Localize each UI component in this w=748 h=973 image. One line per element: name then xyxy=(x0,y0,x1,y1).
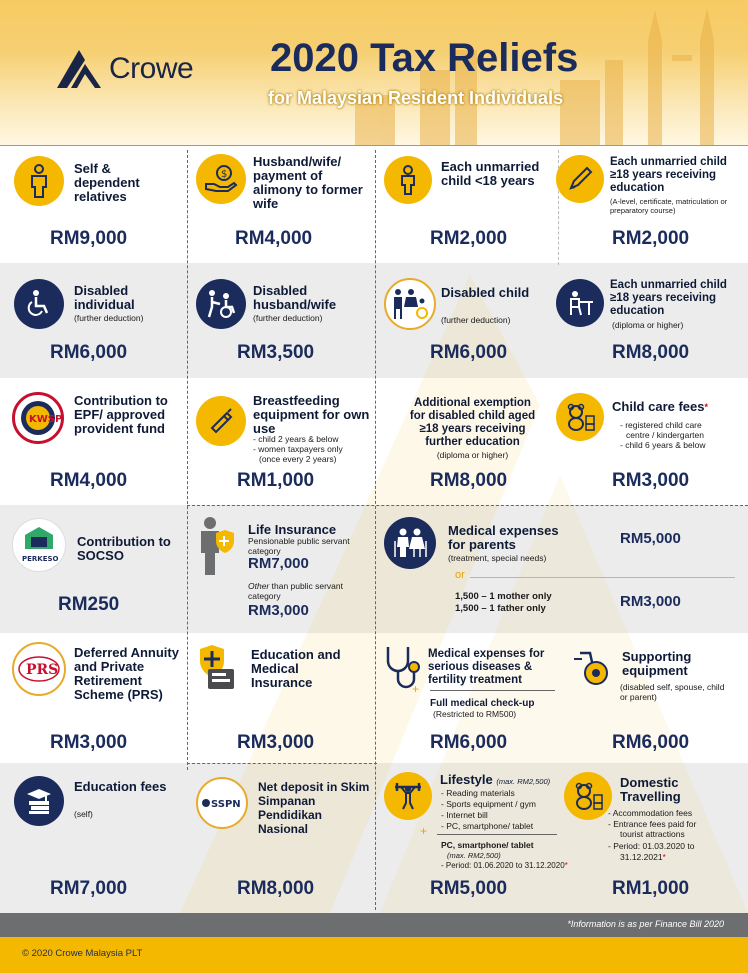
r3c2-bullet-2: - women taxpayers only xyxy=(253,444,343,454)
r5c3-sub: Full medical check-up xyxy=(430,698,535,709)
r5c4-note: (disabled self, spouse, child or parent) xyxy=(620,682,725,702)
prs-logo xyxy=(12,642,66,696)
r1c4-title: Each unmarried child ≥18 years receiving education xyxy=(610,156,727,194)
r4c3-amount-1: RM5,000 xyxy=(620,530,681,547)
r3c2-bullet-1: - child 2 years & below xyxy=(253,434,339,444)
medical-shield-icon xyxy=(196,645,240,691)
family-wheelchair-icon xyxy=(384,278,436,330)
r4c3-or: or xyxy=(455,569,465,581)
r1c3-title: Each unmarried child <18 years xyxy=(441,159,540,188)
r5c3-note: (Restricted to RM500) xyxy=(433,709,517,719)
walker-wheelchair-icon xyxy=(574,645,614,687)
r1c4-amount: RM2,000 xyxy=(612,228,690,249)
r6c4-bullet-2: - Entrance fees paid for xyxy=(608,819,697,829)
baby-bottle-icon xyxy=(196,396,246,446)
r3c4-bullet-3: - child 6 years & below xyxy=(620,440,706,450)
r4c2-amount-1: RM7,000 xyxy=(248,555,309,572)
r3c2-bullet-3: (once every 2 years) xyxy=(259,454,337,464)
r2c1-amount: RM6,000 xyxy=(50,342,128,363)
footer-note: *Information is as per Finance Bill 2020 xyxy=(567,919,724,929)
r1c1-title: Self & dependent relatives xyxy=(74,161,140,204)
r6c3-bullet-1: - Reading materials xyxy=(441,788,515,798)
r6c3-period: - Period: 01.06.2020 to 31.12.2020* xyxy=(441,861,568,870)
r2c3-title: Disabled child xyxy=(441,285,530,300)
r6c2-title: Net deposit in Skim Simpanan Pendidikan Nasional xyxy=(258,780,370,836)
r5c4-title: Supporting equipment xyxy=(622,649,692,678)
sspn-logo xyxy=(196,777,248,829)
crowe-brand-text: Crowe xyxy=(109,52,194,85)
r3c1-amount: RM4,000 xyxy=(50,470,128,491)
r4c2-note-1: Pensionable public servant category xyxy=(248,536,350,556)
r6c4-bullet-3: tourist attractions xyxy=(620,829,685,839)
crowe-logo xyxy=(55,48,193,90)
r3c2-amount: RM1,000 xyxy=(237,470,315,491)
r1c2-title: Husband/wife/ payment of alimony to former wife xyxy=(253,154,363,211)
svg-text:SSPN: SSPN xyxy=(211,799,241,810)
r6c1-note: (self) xyxy=(74,809,93,819)
page-subtitle: for Malaysian Resident Individuals xyxy=(268,88,564,108)
wheelchair-icon xyxy=(14,279,64,329)
r2c4-amount: RM8,000 xyxy=(612,342,690,363)
epf-logo xyxy=(12,392,64,444)
r4c3-title: Medical expenses for parents xyxy=(448,523,559,552)
r1c2-amount: RM4,000 xyxy=(235,228,313,249)
r1c1-amount: RM9,000 xyxy=(50,228,128,249)
r5c4-amount: RM6,000 xyxy=(612,732,690,753)
r5c3-plus: + xyxy=(412,682,420,696)
page-title: 2020 Tax Reliefs xyxy=(270,36,579,80)
crowe-logo-icon xyxy=(55,48,103,90)
r5c1-amount: RM3,000 xyxy=(50,732,128,753)
r3c2-title: Breastfeeding equipment for own use xyxy=(253,393,370,436)
footer-copyright-bar xyxy=(0,937,748,973)
r6c4-bullet-4: - Period: 01.03.2020 to xyxy=(608,841,695,851)
r2c1-note: (further deduction) xyxy=(74,313,144,323)
r3c4-title: Child care fees* xyxy=(612,399,709,414)
r2c1-title: Disabled individual xyxy=(74,283,135,312)
r4c1-amount: RM250 xyxy=(58,594,120,615)
r4c2-title: Life Insurance xyxy=(248,522,337,537)
r4c3-line-2: 1,500 – 1 father only xyxy=(455,603,546,614)
elderly-couple-icon xyxy=(384,517,436,569)
r6c4-amount: RM1,000 xyxy=(612,878,690,899)
r5c3-title: Medical expenses for serious diseases & fertility treatment xyxy=(428,648,545,686)
svg-text:KWSP: KWSP xyxy=(29,414,63,425)
child-icon xyxy=(384,156,432,204)
r6c3-bullet-4: - PC, smartphone/ tablet xyxy=(441,821,534,831)
r1c3-amount: RM2,000 xyxy=(430,228,508,249)
r3c1-title: Contribution to EPF/ approved provident fund xyxy=(74,393,168,436)
money-hand-icon xyxy=(196,154,246,204)
r2c2-amount: RM3,500 xyxy=(237,342,315,363)
r6c3-amount: RM5,000 xyxy=(430,878,508,899)
r1c4-note: (A-level, certificate, matriculation or preparatory course) xyxy=(610,197,728,215)
r5c2-title: Education and Medical Insurance xyxy=(251,647,341,690)
r2c3-note: (further deduction) xyxy=(441,315,511,325)
r6c4-bullet-1: - Accommodation fees xyxy=(608,808,693,818)
r4c3-line-1: 1,500 – 1 mother only xyxy=(455,591,552,602)
r6c4-title: Domestic Travelling xyxy=(620,775,681,804)
r4c3-amount-2: RM3,000 xyxy=(620,593,681,610)
svg-text:PRS: PRS xyxy=(26,662,59,678)
r6c3-title: Lifestyle (max. RM2,500) xyxy=(440,772,551,787)
r6c3-bullet-3: - Internet bill xyxy=(441,810,488,820)
r2c2-note: (further deduction) xyxy=(253,313,323,323)
svg-text:$: $ xyxy=(221,169,228,180)
r6c2-amount: RM8,000 xyxy=(237,878,315,899)
r3c4-bullet-2: centre / kindergarten xyxy=(626,430,704,440)
r2c3-amount: RM6,000 xyxy=(430,342,508,363)
person-icon xyxy=(14,156,64,206)
header-banner xyxy=(0,0,748,145)
r5c2-amount: RM3,000 xyxy=(237,732,315,753)
r3c3-amount: RM8,000 xyxy=(430,470,508,491)
r3c3-title: Additional exemption for disabled child aged ≥18 years receiving further education xyxy=(409,397,536,448)
wheelchair-assist-icon xyxy=(196,279,246,329)
r3c4-amount: RM3,000 xyxy=(612,470,690,491)
r6c3-sub: PC, smartphone/ tablet xyxy=(441,840,534,850)
stethoscope-icon xyxy=(380,643,426,689)
r6c1-amount: RM7,000 xyxy=(50,878,128,899)
student-desk-icon xyxy=(556,279,604,327)
perkeso-logo xyxy=(12,518,66,572)
r4c2-amount-2: RM3,000 xyxy=(248,602,309,619)
teddy-bear-icon xyxy=(556,393,604,441)
r3c4-bullet-1: - registered child care xyxy=(620,420,702,430)
books-graduation-icon xyxy=(14,776,64,826)
r4c2-note-2: Other than public servant category xyxy=(248,581,343,601)
pencil-icon xyxy=(556,155,604,203)
r6c3-cap2: (max. RM2,500) xyxy=(447,851,501,860)
r6c4-bullet-5: 31.12.2021* xyxy=(620,852,666,862)
svg-text:PERKESO: PERKESO xyxy=(22,555,59,563)
r2c4-note: (diploma or higher) xyxy=(612,320,684,330)
r6c3-plus: + xyxy=(420,824,428,838)
r2c2-title: Disabled husband/wife xyxy=(253,283,337,312)
weightlifter-icon xyxy=(384,772,432,820)
r5c3-amount: RM6,000 xyxy=(430,732,508,753)
footer-note-bar xyxy=(0,913,748,937)
teddy-bear-travel-icon xyxy=(564,772,612,820)
r5c1-title: Deferred Annuity and Private Retirement Scheme (PRS) xyxy=(74,645,179,702)
footer-copyright: © 2020 Crowe Malaysia PLT xyxy=(22,948,143,959)
r4c1-title: Contribution to SOCSO xyxy=(77,534,171,563)
life-insurance-icon xyxy=(196,515,236,577)
r3c3-note: (diploma or higher) xyxy=(436,450,509,460)
r6c1-title: Education fees xyxy=(74,779,167,794)
r6c3-bullet-2: - Sports equipment / gym xyxy=(441,799,536,809)
r4c3-note: (treatment, special needs) xyxy=(448,553,547,563)
r2c4-title: Each unmarried child ≥18 years receiving education xyxy=(610,279,727,317)
